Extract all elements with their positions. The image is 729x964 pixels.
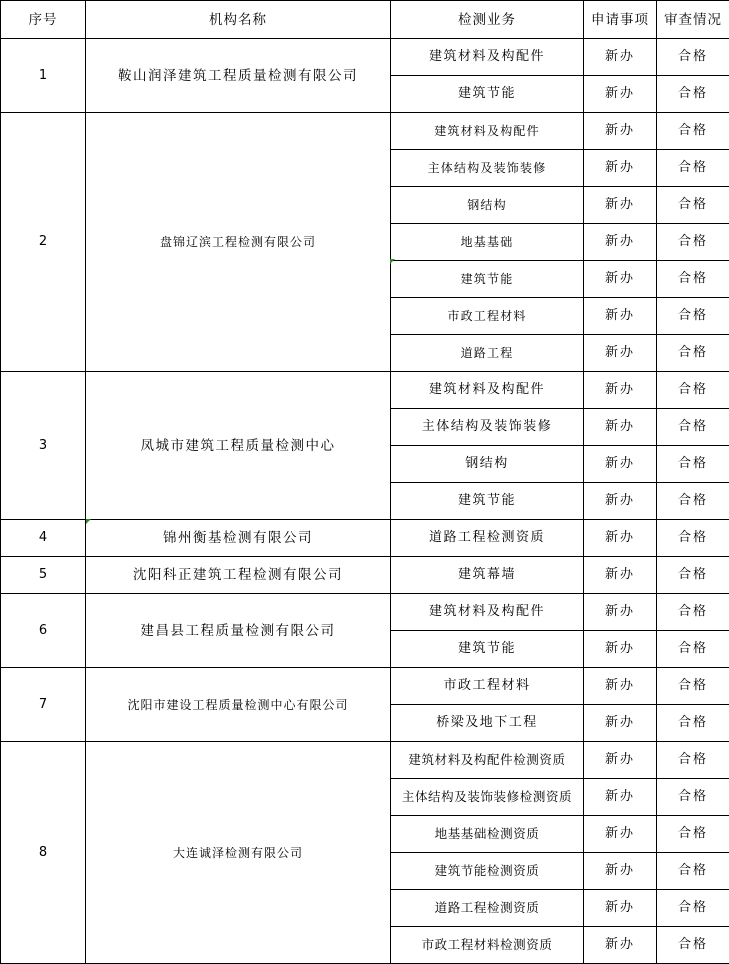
cell-seq[interactable]: 7	[1, 668, 86, 742]
cell-application[interactable]: 新办	[584, 298, 657, 335]
cell-application[interactable]: 新办	[584, 890, 657, 927]
cell-business[interactable]: 地基基础检测资质	[391, 816, 584, 853]
cell-seq[interactable]: 2	[1, 113, 86, 372]
cell-application[interactable]: 新办	[584, 557, 657, 594]
cell-application[interactable]: 新办	[584, 520, 657, 557]
cell-application[interactable]: 新办	[584, 853, 657, 890]
cell-business[interactable]: 主体结构及装饰装修	[391, 409, 584, 446]
cell-review-result[interactable]: 合格	[657, 372, 729, 409]
cell-review-result[interactable]: 合格	[657, 853, 729, 890]
header-row	[1, 1, 729, 39]
cell-seq[interactable]: 4	[1, 520, 86, 557]
cell-application[interactable]: 新办	[584, 113, 657, 150]
cell-org-name[interactable]: 沈阳市建设工程质量检测中心有限公司	[86, 668, 391, 742]
cell-seq[interactable]: 3	[1, 372, 86, 520]
cell-review-result[interactable]: 合格	[657, 520, 729, 557]
cell-application[interactable]: 新办	[584, 150, 657, 187]
cell-application[interactable]: 新办	[584, 483, 657, 520]
cell-application[interactable]: 新办	[584, 76, 657, 113]
cell-org-name[interactable]: 凤城市建筑工程质量检测中心	[86, 372, 391, 520]
table-body	[1, 39, 729, 964]
cell-business[interactable]: 建筑材料及构配件检测资质	[391, 742, 584, 779]
cell-application[interactable]: 新办	[584, 39, 657, 76]
cell-application[interactable]: 新办	[584, 779, 657, 816]
cell-business[interactable]: 市政工程材料	[391, 668, 584, 705]
cell-application[interactable]: 新办	[584, 372, 657, 409]
cell-org-name[interactable]: 锦州衡基检测有限公司	[86, 520, 391, 557]
cell-application[interactable]: 新办	[584, 927, 657, 964]
cell-seq[interactable]: 6	[1, 594, 86, 668]
cell-review-result[interactable]: 合格	[657, 261, 729, 298]
cell-review-result[interactable]: 合格	[657, 557, 729, 594]
cell-review-result[interactable]: 合格	[657, 224, 729, 261]
cell-comment-marker	[86, 519, 91, 524]
header-res[interactable]: 审查情况	[657, 1, 729, 39]
cell-seq[interactable]: 5	[1, 557, 86, 594]
cell-seq[interactable]: 8	[1, 742, 86, 964]
cell-business[interactable]: 钢结构	[391, 187, 584, 224]
cell-application[interactable]: 新办	[584, 224, 657, 261]
cell-application[interactable]: 新办	[584, 705, 657, 742]
cell-review-result[interactable]: 合格	[657, 76, 729, 113]
table-row	[1, 594, 729, 631]
cell-application[interactable]: 新办	[584, 409, 657, 446]
cell-business[interactable]: 主体结构及装饰装修检测资质	[391, 779, 584, 816]
cell-review-result[interactable]: 合格	[657, 335, 729, 372]
cell-business[interactable]: 桥梁及地下工程	[391, 705, 584, 742]
header-app[interactable]: 申请事项	[584, 1, 657, 39]
cell-business[interactable]: 地基基础	[391, 224, 584, 261]
cell-review-result[interactable]: 合格	[657, 446, 729, 483]
cell-application[interactable]: 新办	[584, 446, 657, 483]
cell-business[interactable]: 建筑材料及构配件	[391, 113, 584, 150]
cell-application[interactable]: 新办	[584, 668, 657, 705]
cell-business[interactable]: 市政工程材料检测资质	[391, 927, 584, 964]
cell-application[interactable]: 新办	[584, 742, 657, 779]
cell-application[interactable]: 新办	[584, 631, 657, 668]
table-row	[1, 372, 729, 409]
cell-review-result[interactable]: 合格	[657, 187, 729, 224]
cell-business[interactable]: 主体结构及装饰装修	[391, 150, 584, 187]
header-org[interactable]: 机构名称	[86, 1, 391, 39]
table-row	[1, 113, 729, 150]
table-row	[1, 742, 729, 779]
cell-business[interactable]: 钢结构	[391, 446, 584, 483]
cell-org-name[interactable]: 沈阳科正建筑工程检测有限公司	[86, 557, 391, 594]
cell-review-result[interactable]: 合格	[657, 890, 729, 927]
table-row	[1, 668, 729, 705]
cell-review-result[interactable]: 合格	[657, 927, 729, 964]
cell-business[interactable]: 道路工程检测资质	[391, 890, 584, 927]
cell-review-result[interactable]: 合格	[657, 816, 729, 853]
cell-application[interactable]: 新办	[584, 816, 657, 853]
cell-review-result[interactable]: 合格	[657, 779, 729, 816]
cell-business[interactable]: 建筑节能	[391, 261, 584, 298]
cell-review-result[interactable]: 合格	[657, 150, 729, 187]
cell-business[interactable]: 道路工程	[391, 335, 584, 372]
header-seq[interactable]: 序号	[1, 1, 86, 39]
cell-business[interactable]: 建筑节能	[391, 76, 584, 113]
cell-application[interactable]: 新办	[584, 187, 657, 224]
table-row	[1, 39, 729, 76]
cell-application[interactable]: 新办	[584, 261, 657, 298]
cell-seq[interactable]: 1	[1, 39, 86, 113]
cell-application[interactable]: 新办	[584, 335, 657, 372]
table-row	[1, 520, 729, 557]
cell-review-result[interactable]: 合格	[657, 39, 729, 76]
cell-business[interactable]: 建筑节能	[391, 631, 584, 668]
cell-org-name[interactable]: 建昌县工程质量检测有限公司	[86, 594, 391, 668]
cell-comment-marker	[390, 259, 395, 264]
cell-business[interactable]: 道路工程检测资质	[391, 520, 584, 557]
cell-business[interactable]: 建筑材料及构配件	[391, 594, 584, 631]
header-biz[interactable]: 检测业务	[391, 1, 584, 39]
cell-business[interactable]: 建筑节能检测资质	[391, 853, 584, 890]
cell-business[interactable]: 建筑材料及构配件	[391, 372, 584, 409]
cell-review-result[interactable]: 合格	[657, 631, 729, 668]
cell-business[interactable]: 市政工程材料	[391, 298, 584, 335]
cell-org-name[interactable]: 鞍山润泽建筑工程质量检测有限公司	[86, 39, 391, 113]
cell-business[interactable]: 建筑节能	[391, 483, 584, 520]
cell-review-result[interactable]: 合格	[657, 298, 729, 335]
cell-application[interactable]: 新办	[584, 594, 657, 631]
cell-business[interactable]: 建筑幕墙	[391, 557, 584, 594]
cell-org-name[interactable]: 盘锦辽滨工程检测有限公司	[86, 113, 391, 372]
cell-review-result[interactable]: 合格	[657, 705, 729, 742]
cell-review-result[interactable]: 合格	[657, 594, 729, 631]
cell-review-result[interactable]: 合格	[657, 668, 729, 705]
cell-review-result[interactable]: 合格	[657, 742, 729, 779]
cell-review-result[interactable]: 合格	[657, 483, 729, 520]
table-row	[1, 557, 729, 594]
cell-review-result[interactable]: 合格	[657, 409, 729, 446]
cell-business[interactable]: 建筑材料及构配件	[391, 39, 584, 76]
cell-org-name[interactable]: 大连诚泽检测有限公司	[86, 742, 391, 964]
cell-review-result[interactable]: 合格	[657, 113, 729, 150]
